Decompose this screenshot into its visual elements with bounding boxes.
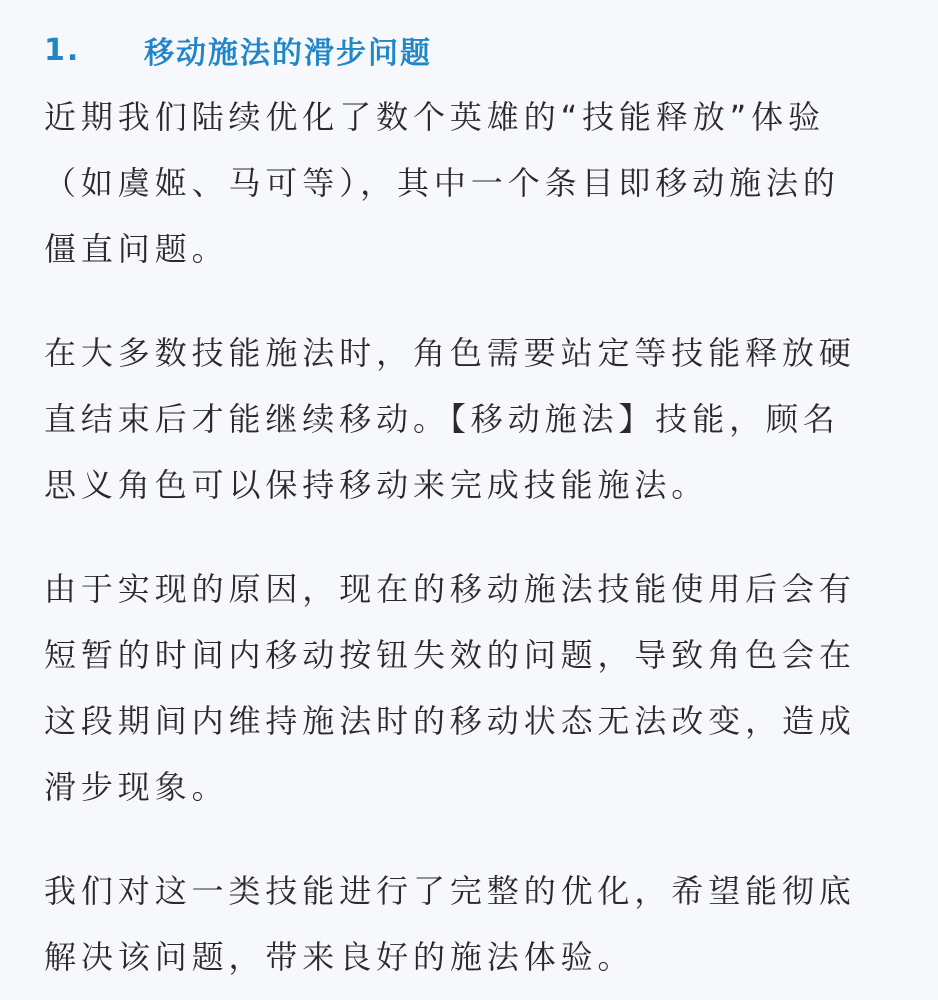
text-line: 这段期间内维持施法时的移动状态无法改变，造成	[44, 702, 856, 740]
section-title: 移动施法的滑步问题	[144, 36, 432, 71]
text-line: 僵直问题。	[44, 230, 229, 268]
text-line: （如虞姬、马可等），其中一个条目即移动施法的	[44, 164, 840, 202]
paragraph-solution	[44, 858, 904, 990]
paragraph-problem	[44, 556, 904, 820]
text-line: 直结束后才能继续移动。【移动施法】技能，顾名	[44, 400, 840, 438]
text-line: 由于实现的原因，现在的移动施法技能使用后会有	[44, 570, 856, 608]
text-line: 思义角色可以保持移动来完成技能施法。	[44, 466, 709, 504]
paragraph-intro	[44, 84, 904, 282]
section-number: 1.	[44, 32, 81, 68]
text-line: 在大多数技能施法时，角色需要站定等技能释放硬	[44, 334, 856, 372]
text-line: 滑步现象。	[44, 768, 229, 806]
text-line: 近期我们陆续优化了数个英雄的“技能释放”体验	[44, 98, 825, 136]
text-line: 我们对这一类技能进行了完整的优化，希望能彻底	[44, 872, 856, 910]
paragraph-definition	[44, 320, 904, 518]
section-heading	[44, 24, 904, 76]
text-line: 短暂的时间内移动按钮失效的问题，导致角色会在	[44, 636, 856, 674]
text-line: 解决该问题，带来良好的施法体验。	[44, 938, 635, 976]
